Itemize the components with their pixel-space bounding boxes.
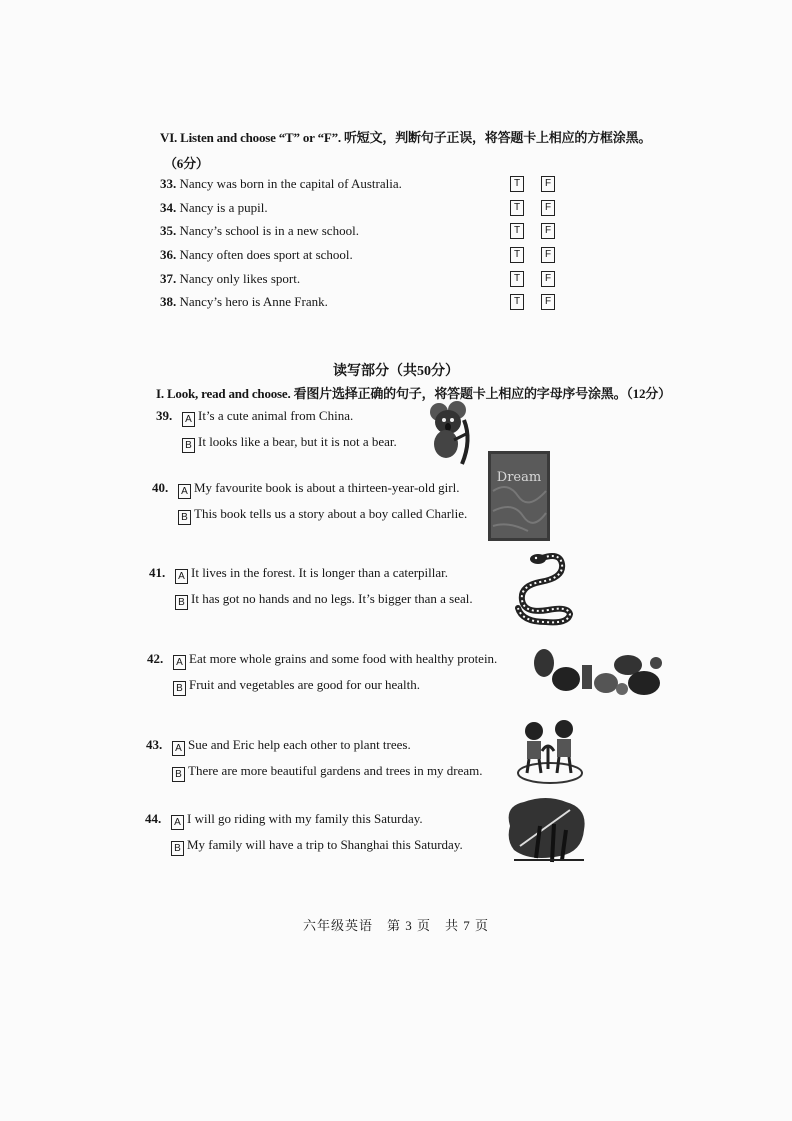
question-text: Nancy is a pupil. (179, 200, 268, 215)
section-1-title: I. Look, read and choose. 看图片选择正确的句子，将答题卡上相应的字母序号涂黑。（12分） (156, 386, 671, 401)
choice-question-41 (149, 565, 473, 610)
section-6-title: VI. Listen and choose “T” or “F”. 听短文，判断句子正误，将答题卡上相应的方框涂黑。 (160, 130, 652, 145)
option-a-text: I will go riding with my family this Saturday. (187, 811, 423, 826)
true-answer-box[interactable]: T (510, 200, 524, 216)
question-number: 43. (146, 737, 163, 752)
option-b-text: There are more beautiful gardens and trees in my dream. (188, 763, 483, 778)
false-answer-box[interactable]: F (541, 200, 555, 216)
true-answer-box[interactable]: T (510, 247, 524, 263)
option-b-text: My family will have a trip to Shanghai this Saturday. (187, 837, 463, 852)
choice-question-40 (152, 480, 467, 525)
question-number: 39. (156, 408, 173, 423)
question-number: 35. (160, 223, 177, 238)
option-a-box[interactable]: A (173, 655, 186, 670)
question-number: 44. (145, 811, 162, 826)
tf-question-34 (160, 200, 560, 218)
question-text: Nancy’s school is in a new school. (179, 223, 359, 238)
question-text: Nancy only likes sport. (179, 271, 301, 286)
false-answer-box[interactable]: F (541, 294, 555, 310)
option-a-text: It’s a cute animal from China. (198, 408, 354, 423)
choice-question-39 (156, 408, 397, 453)
option-a-box[interactable]: A (182, 412, 195, 427)
option-b-text: This book tells us a story about a boy called Charlie. (194, 506, 468, 521)
food-picture (526, 645, 666, 701)
book-cover-picture (488, 451, 550, 541)
option-b-box[interactable]: B (182, 438, 195, 453)
city-trip-picture (500, 796, 592, 870)
option-b-box[interactable]: B (173, 681, 186, 696)
option-b-text: Fruit and vegetables are good for our health. (189, 677, 421, 692)
kids-planting-picture (514, 717, 586, 785)
question-number: 33. (160, 176, 177, 191)
page-footer: 六年级英语 第 3 页 共 7 页 (302, 918, 489, 933)
true-answer-box[interactable]: T (510, 176, 524, 192)
part-title: 读写部分（共50分） (333, 364, 459, 379)
tf-question-35 (160, 223, 560, 241)
question-number: 37. (160, 271, 177, 286)
section-6-points: （6分） (164, 156, 209, 171)
question-number: 42. (147, 651, 164, 666)
snake-picture (512, 548, 578, 626)
option-b-box[interactable]: B (178, 510, 191, 525)
question-number: 41. (149, 565, 166, 580)
true-answer-box[interactable]: T (510, 294, 524, 310)
tf-question-36 (160, 247, 560, 265)
choice-question-43 (146, 737, 483, 782)
question-number: 38. (160, 294, 177, 309)
false-answer-box[interactable]: F (541, 247, 555, 263)
option-b-text: It looks like a bear, but it is not a bear. (198, 434, 397, 449)
true-answer-box[interactable]: T (510, 271, 524, 287)
tf-question-38 (160, 294, 560, 312)
option-a-text: My favourite book is about a thirteen-year-old girl. (194, 480, 460, 495)
question-text: Nancy was born in the capital of Australia. (179, 176, 402, 191)
question-number: 36. (160, 247, 177, 262)
option-a-box[interactable]: A (178, 484, 191, 499)
false-answer-box[interactable]: F (541, 176, 555, 192)
option-b-box[interactable]: B (172, 767, 185, 782)
option-b-box[interactable]: B (171, 841, 184, 856)
tf-question-33 (160, 176, 560, 194)
false-answer-box[interactable]: F (541, 223, 555, 239)
option-a-text: Sue and Eric help each other to plant trees. (188, 737, 411, 752)
choice-question-44 (145, 811, 463, 856)
option-b-text: It has got no hands and no legs. It’s bigger than a seal. (191, 591, 473, 606)
question-number: 40. (152, 480, 169, 495)
option-a-box[interactable]: A (171, 815, 184, 830)
tf-question-37 (160, 271, 560, 289)
option-a-text: It lives in the forest. It is longer than a caterpillar. (191, 565, 449, 580)
option-a-box[interactable]: A (175, 569, 188, 584)
choice-question-42 (147, 651, 497, 696)
false-answer-box[interactable]: F (541, 271, 555, 287)
true-answer-box[interactable]: T (510, 223, 524, 239)
option-a-box[interactable]: A (172, 741, 185, 756)
book-cover-title: Dream (496, 470, 542, 485)
question-text: Nancy often does sport at school. (179, 247, 353, 262)
question-text: Nancy’s hero is Anne Frank. (179, 294, 328, 309)
option-a-text: Eat more whole grains and some food with healthy protein. (189, 651, 498, 666)
option-b-box[interactable]: B (175, 595, 188, 610)
question-number: 34. (160, 200, 177, 215)
koala-picture (424, 400, 476, 466)
